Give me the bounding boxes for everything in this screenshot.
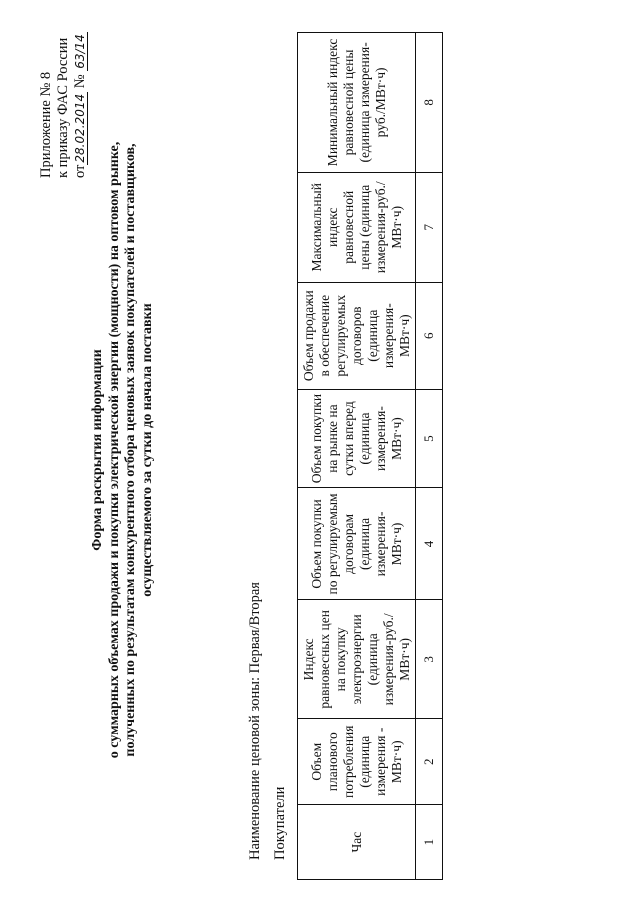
buyers-label: Покупатели bbox=[272, 786, 288, 860]
title-line-2: о суммарных объемах продажи и покупки электрической энергии (мощности) на оптовом рынке, bbox=[106, 141, 122, 759]
col-header-hour: Час bbox=[298, 805, 416, 880]
col-header-regulated-sale: Объем продажи в обеспечение регулируемых договоров (единица измерения-МВт·ч) bbox=[298, 282, 416, 389]
appendix-line-2: к приказу ФАС России bbox=[55, 37, 71, 178]
col-header-regulated-purchase: Объем покупки по регулируемым договорам (единица измерения-МВт·ч) bbox=[298, 488, 416, 600]
appendix-line-1: Приложение № 8 bbox=[38, 71, 54, 178]
col-header-planned-consumption: Объем планового потребления (единица измерения - МВт·ч) bbox=[298, 719, 416, 805]
col-number: 8 bbox=[416, 33, 443, 173]
appendix-block bbox=[38, 8, 89, 178]
title-line-4: осуществляемого за сутки до начала поставки bbox=[139, 303, 155, 597]
reference-date: 28.02.2014 bbox=[73, 93, 87, 163]
table-number-row bbox=[416, 33, 443, 880]
reference-prefix: от bbox=[72, 164, 88, 178]
reference-number-sign: № bbox=[72, 74, 88, 89]
col-number: 7 bbox=[416, 172, 443, 282]
appendix-reference bbox=[72, 8, 89, 178]
col-number: 3 bbox=[416, 600, 443, 719]
col-number: 1 bbox=[416, 805, 443, 880]
title-line-1: Форма раскрытия информации bbox=[90, 349, 105, 551]
form-title bbox=[90, 20, 156, 880]
document-page bbox=[20, 10, 620, 890]
col-number: 2 bbox=[416, 719, 443, 805]
col-header-day-ahead-purchase: Объем покупки на рынке на сутки вперед (единица измерения-МВт·ч) bbox=[298, 389, 416, 488]
col-number: 5 bbox=[416, 389, 443, 488]
price-zone-label: Наименование ценовой зоны: Первая/Вторая bbox=[247, 582, 263, 860]
col-header-max-price-index: Максимальный индекс равновесной цены (единица измерения-руб./МВт·ч) bbox=[298, 172, 416, 282]
col-number: 4 bbox=[416, 488, 443, 600]
reference-number: 63/14 bbox=[73, 34, 87, 69]
col-header-equilibrium-price-index: Индекс равновесных цен на покупку электроэнергии (единица измерения-руб./МВт·ч) bbox=[298, 600, 416, 719]
col-number: 6 bbox=[416, 282, 443, 389]
title-line-3: полученных по результатам конкурентного отбора ценовых заявок покупателей и поставщиков, bbox=[123, 143, 138, 757]
col-header-min-price-index: Минимальный индекс равновесной цены (единица измерения-руб./МВт·ч) bbox=[298, 33, 416, 173]
table-header-row bbox=[298, 33, 416, 880]
data-table bbox=[297, 32, 443, 880]
